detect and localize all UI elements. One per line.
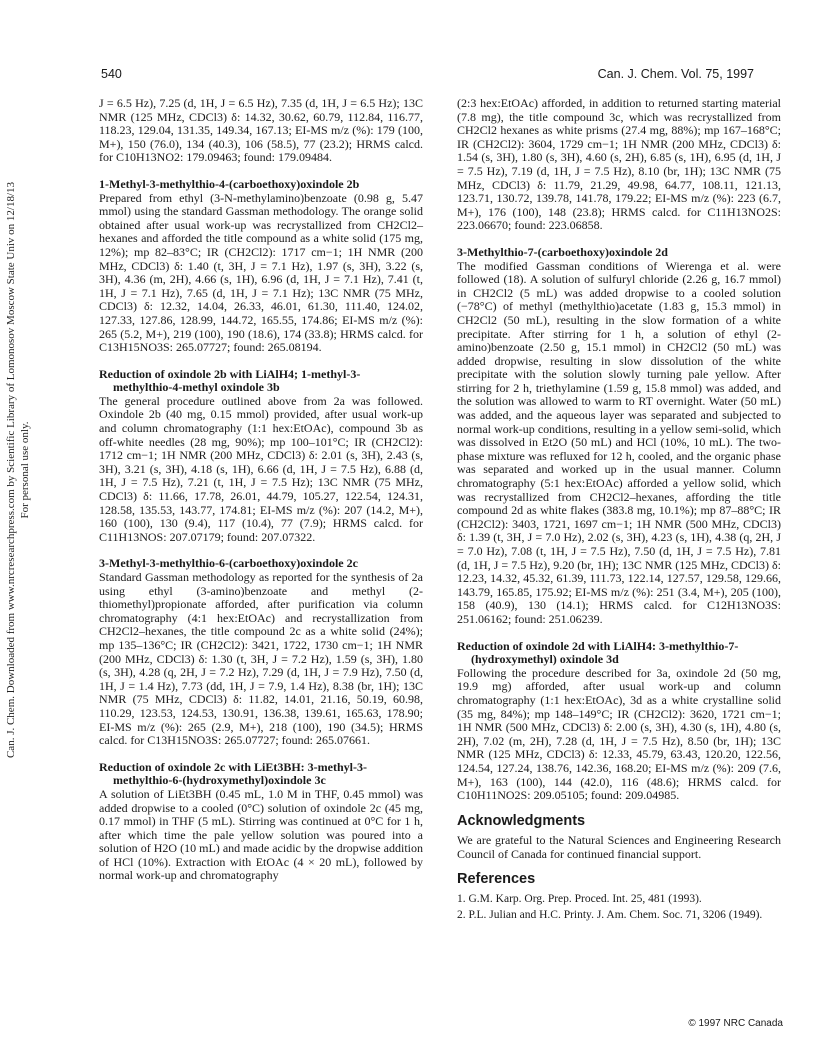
reference-item: 2. P.L. Julian and H.C. Printy. J. Am. Chem. Soc. 71, 3206 (1949). (457, 908, 763, 921)
section-heading-2b (99, 178, 423, 192)
section-heading-2d (457, 246, 781, 260)
download-watermark-line2: For personal use only. (19, 421, 31, 519)
paragraph-3c: A solution of LiEt3BH (0.45 mL, 1.0 M in THF, 0.45 mmol) was added dropwise to a cooled (0°C) solution of oxindole 2c (45 mg, 0.17 mmol) in THF (5 mL). Stirring was continued at 0°C for 1 h, after which time the pale yellow solution was poured into a solution of H2O (10 mL) and made acidic by the dropwise addition of HCl (10%). Extraction with EtOAc (4 × 20 mL), followed by normal work-up and chromatography (99, 786, 423, 883)
section-heading-3c-line2: methylthio-6-(hydroxymethyl)oxindole 3c (113, 773, 326, 788)
paragraph-2c: Standard Gassman methodology as reported for the synthesis of 2a using ethyl (3-amino)benzoate and methyl (2-thiomethyl)propionate afforded, after purification via column chromatography (4:1 hex:EtOAc) and recrystallization from CH2Cl2–hexanes, the title compound 2c as a white solid (24%); mp 135–136°C; IR (CH2Cl2): 3421, 1722, 1730 cm−1; 1H NMR (200 MHz, CDCl3) δ: 1.30 (t, 3H, J = 7.2 Hz), 1.59 (s, 3H), 1.80 (s, 3H), 4.28 (q, 2H, J = 7.2 Hz), 7.29 (d, 1H, J = 7.9 Hz), 7.50 (d, 1H, J = 1.4 Hz), 7.73 (dd, 1H, J = 7.9, 1.4 Hz), 8.38 (br, 1H); 13C NMR (75 MHz, CDCl3) δ: 11.82, 14.01, 21.16, 50.19, 60.98, 110.29, 123.53, 124.53, 130.91, 136.38, 139.61, 165.63, 178.90; EI-MS m/z (%): 265 (2.9, M+), 218 (100), 190 (34.5); HRMS calcd. for C13H15NO3S: 265.07727; found: 265.07661. (99, 570, 423, 748)
section-heading-2c-text: 3-Methyl-3-methylthio-6-(carboethoxy)oxindole 2c (99, 556, 358, 571)
section-heading-3d-line1: Reduction of oxindole 2d with LiAlH4: 3-methylthio-7- (457, 638, 739, 653)
paragraph-2b: Prepared from ethyl (3-N-methylamino)benzoate (0.98 g, 5.47 mmol) using the standard Gassman methodology. The orange solid obtained after usual work-up was recrystallized from CH2Cl2–hexanes and afforded the title compound as a white solid (175 mg, 12%); mp 82–83°C; IR (CH2Cl2): 1717 cm−1; 1H NMR (200 MHz, CDCl3) δ: 1.40 (t, 3H, J = 7.1 Hz), 1.97 (s, 3H), 3.22 (s, 3H), 4.36 (m, 2H), 4.66 (s, 1H), 6.96 (d, 1H, J = 7.1 Hz), 7.41 (t, 1H, J = 7.1 Hz), 7.65 (d, 1H, J = 7.1 Hz); 13C NMR (75 MHz, CDCl3) δ: 12.32, 14.04, 26.33, 46.01, 61.30, 111.40, 124.02, 127.33, 127.86, 128.99, 144.72, 165.55, 174.86; EI-MS m/z (%): 265 (5.2, M+), 219 (100), 190 (18.6), 174 (33.8); HRMS calcd. for C13H15NO3S: 265.07727; found: 265.08194. (99, 190, 423, 355)
copyright-notice: © 1997 NRC Canada (688, 1018, 783, 1029)
acknowledgments-text: We are grateful to the Natural Sciences and Engineering Research Council of Canada for continued financial support. (457, 833, 781, 861)
download-watermark-line1: Can. J. Chem. Downloaded from www.nrcresearchpress.com by Scientific Library of Lomonosov Moscow State Univ on 12/18/13 (5, 181, 17, 759)
section-heading-3b-line1: Reduction of oxindole 2b with LiAlH4; 1-methyl-3- (99, 366, 361, 381)
section-heading-3d-line2: (hydroxymethyl) oxindole 3d (471, 652, 619, 667)
paragraph-3d: Following the procedure described for 3a, oxindole 2d (50 mg, 19.9 mg) afforded, after usual work-up and column chromatography (1:1 hex:EtOAc), 3d as a white crystalline solid (35 mg, 84%); mp 148–149°C; IR (CH2Cl2): 3620, 1721 cm−1; 1H NMR (500 MHz, CDCl3) δ: 2.00 (s, 3H), 4.30 (s, 1H), 4.80 (s, 2H), 7.02 (m, 2H), 7.28 (d, 1H, J = 7.5 Hz), 8.50 (br, 1H); 13C NMR (125 MHz, CDCl3) δ: 12.33, 45.79, 63.43, 120.20, 122.56, 124.54, 127.24, 138.76, 142.36, 168.20; EI-MS m/z (%): 209 (7.6, M+), 163 (100), 144 (42.0), 116 (48.6); HRMS calcd. for C10H11NO2S: 209.05105; found: 209.04985. (457, 665, 781, 803)
section-heading-3b (99, 368, 423, 395)
reference-list (457, 893, 781, 922)
reference-item: 1. G.M. Karp. Org. Prep. Proced. Int. 25, 481 (1993). (457, 893, 702, 906)
section-heading-3b-line2: methylthio-4-methyl oxindole 3b (113, 380, 280, 395)
acknowledgments-heading: Acknowledgments (457, 812, 586, 829)
references-heading: References (457, 871, 536, 888)
download-watermark (4, 60, 32, 880)
section-heading-3c (99, 761, 423, 788)
section-heading-3c-line1: Reduction of oxindole 2c with LiEt3BH: 3-methyl-3- (99, 759, 367, 774)
paragraph-3b: The general procedure outlined above from 2a was followed. Oxindole 2b (40 mg, 0.15 mmol) provided, after usual work-up and column chromatography (1:1 hex:EtOAc), compound 3b as off-white needles (28 mg, 90%); mp 100–101°C; IR (CH2Cl2): 1712 cm−1; 1H NMR (200 MHz, CDCl3) δ: 2.01 (s, 3H), 2.43 (s, 3H), 3.21 (s, 3H), 4.18 (s, 1H), 6.66 (d, 1H, J = 7.5 Hz), 6.88 (d, 1H, J = 7.5 Hz), 7.21 (t, 1H, J = 7.5 Hz); 13C NMR (75 MHz, CDCl3) δ: 11.66, 17.78, 26.01, 44.79, 105.27, 122.54, 124.31, 128.58, 135.53, 143.77, 174.81; EI-MS m/z (%): 207 (14.2, M+), 160 (100), 130 (9.4), 117 (10.4), 77 (7.9); HRMS calcd. for C11H13NOS: 207.07179; found: 207.07322. (99, 393, 423, 544)
section-heading-3d (457, 640, 781, 667)
section-heading-2b-text: 1-Methyl-3-methylthio-4-(carboethoxy)oxindole 2b (99, 176, 360, 191)
paragraph-2d: The modified Gassman conditions of Wierenga et al. were followed (18). A solution of sulfuryl chloride (2.26 g, 16.7 mmol) in CH2Cl2 (5 mL) was added dropwise to a cooled solution (−78°C) of methyl (methylthio)acetate (1.83 g, 15.3 mmol) in CH2Cl2 (50 mL), resulting in the slow formation of a white precipitate. After stirring for 1 h, a solution of ethyl (2-amino)benzoate (2.50 g, 15.1 mmol) in CH2Cl2 (50 mL) was added dropwise, resulting in slow dissolution of the white precipitate with the solution slowly turning pale yellow. After stirring for 2 h, triethylamine (1.59 g, 15.8 mmol) was added, and the solution was allowed to warm to RT overnight. Water (50 mL) was added, and the aqueous layer was separated and subjected to normal work-up conditions, resulting in a yellow semi-solid, which was dissolved in Et2O (50 mL) and HCl (10%, 10 mL). The two-phase mixture was refluxed for 12 h, cooled, and the organic phase was separated and worked up in the usual manner. Column chromatography (5:1 hex:EtOAc) afforded a yellow solid, which was recrystallized from CH2Cl2–hexanes, affording the title compound 2d as white flakes (383.8 mg, 10.1%); mp 87–88°C; IR (CH2Cl2): 3403, 1721, 1697 cm−1; 1H NMR (500 MHz, CDCl3) δ: 1.39 (t, 3H, J = 7.0 Hz), 2.02 (s, 3H), 4.23 (s, 1H), 4.38 (q, 2H, J = 7.0 Hz), 7.08 (t, 1H, J = 7.5 Hz), 7.50 (d, 1H, J = 7.5 Hz), 7.81 (d, 1H, J = 7.5 Hz), 9.20 (br, 1H); 13C NMR (125 MHz, CDCl3) δ: 12.23, 14.32, 45.32, 61.39, 111.73, 122.14, 127.57, 129.58, 129.66, 143.79, 165.85, 175.92; EI-MS m/z (%): 251 (3.4, M+), 205 (100), 158 (40.9), 130 (14.1); HRMS calcd. for C12H13NO3S: 251.06162; found: 251.06239. (457, 258, 781, 626)
right-column (457, 97, 781, 924)
page-number: 540 (101, 67, 122, 81)
paragraph-continued: J = 6.5 Hz), 7.25 (d, 1H, J = 6.5 Hz), 7.35 (d, 1H, J = 6.5 Hz); 13C NMR (125 MHz, CDCl3) δ: 14.32, 30.62, 60.79, 112.84, 116.77, 118.23, 129.04, 131.35, 149.34, 167.13; EI-MS m/z (%): 179 (100, M+), 150 (76.0), 134 (40.3), 106 (58.5), 77 (23.2); HRMS calcd. for C10H13NO2: 179.09463; found: 179.09484. (99, 96, 423, 165)
journal-reference: Can. J. Chem. Vol. 75, 1997 (597, 67, 754, 81)
left-column (99, 97, 423, 883)
section-heading-2c (99, 557, 423, 571)
paragraph-3c-continued: (2:3 hex:EtOAc) afforded, in addition to returned starting material (7.8 mg), the title compound 3c, which was recrystallized from CH2Cl2 hexanes as white prisms (27.4 mg, 88%); mp 167–168°C; IR (CH2Cl2): 3604, 1729 cm−1; 1H NMR (200 MHz, CDCl3) δ: 1.54 (s, 3H), 1.80 (s, 3H), 4.60 (s, 2H), 6.85 (s, 1H), 6.95 (d, 1H, J = 7.5 Hz), 7.19 (d, 1H, J = 7.5 Hz), 8.10 (br, 1H); 13C NMR (75 MHz, CDCl3) δ: 11.79, 21.29, 49.98, 64.77, 108.11, 121.13, 123.71, 130.72, 139.78, 141.78, 179.22; EI-MS m/z (%): 223 (6.7, M+), 176 (100), 148 (23.8); HRMS calcd. for C11H13NO2S: 223.06670; found: 223.06858. (457, 96, 781, 233)
section-heading-2d-text: 3-Methylthio-7-(carboethoxy)oxindole 2d (457, 244, 668, 259)
